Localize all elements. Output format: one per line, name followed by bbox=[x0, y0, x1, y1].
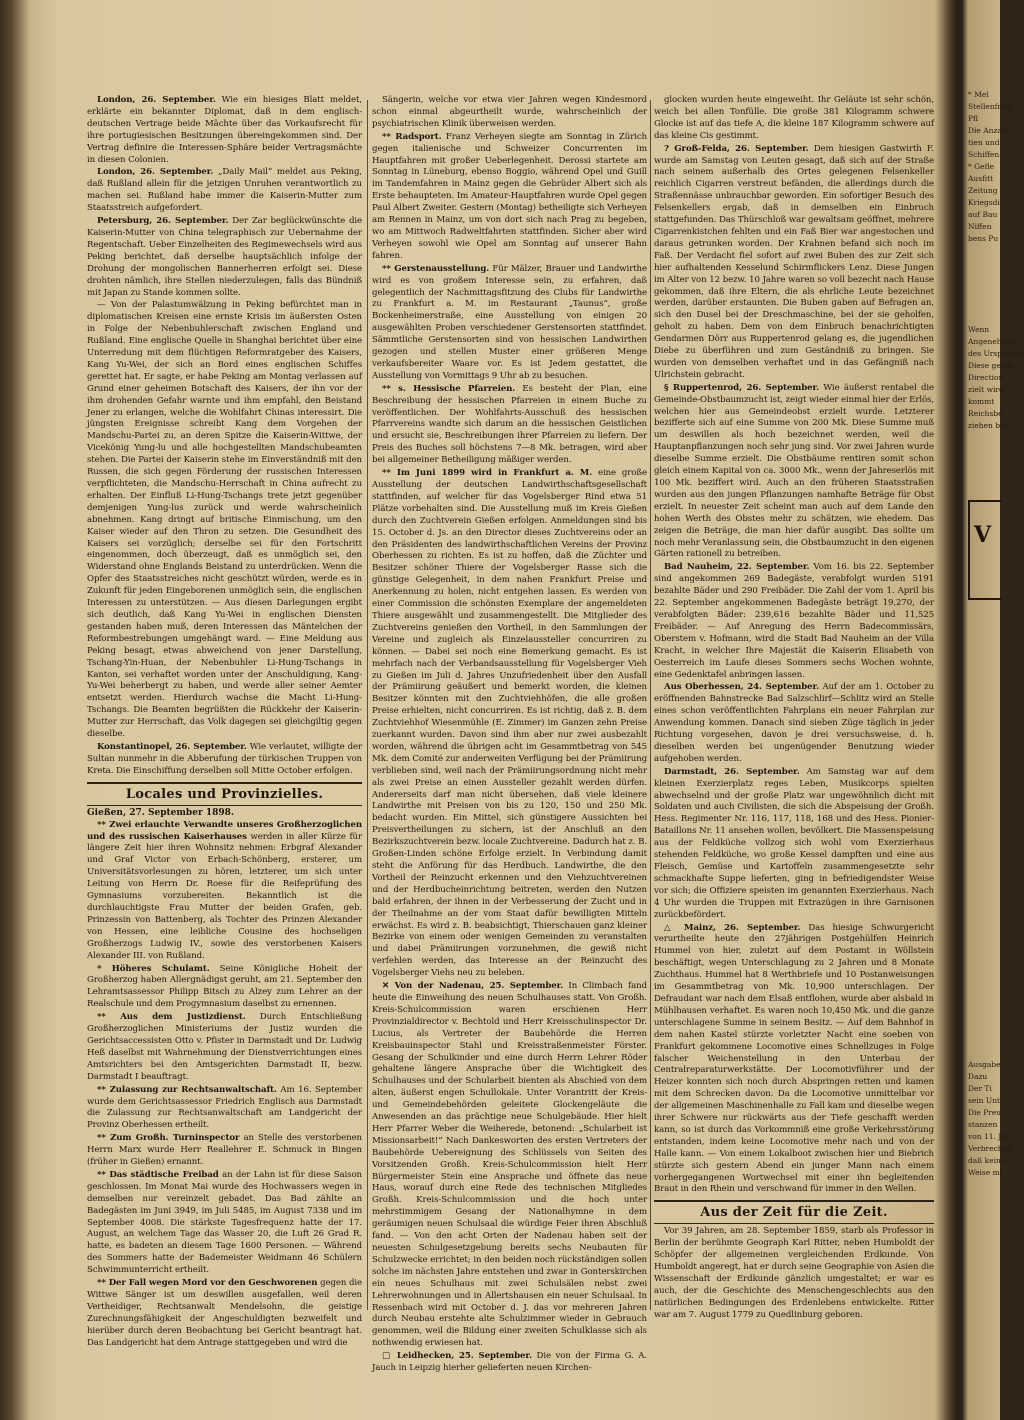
column-rule bbox=[367, 100, 368, 1310]
article-text: Für Mälzer, Brauer und Landwirthe wird es von großem Interesse sein, zu erfahren, daß gelegentlich der Nachmittagsfitzung des Clubs für Landwirthe zu Frankfurt a. M. im Restaurant „Taunus“, große Bockenheimerstraße, eine Ausstellung von einigen 20 ausgewählten Proben verschiedener Gerstensorten stattfindet. Sämmtliche Gerstensorten sind von hessischen Landwirthen gezogen und stellen Muster einer größeren Menge verkaufsbereiter Waare vor. Es ist Jedem gestattet, die Ausstellung von Vormittags 9 Uhr ab zu besuchen. bbox=[372, 263, 647, 381]
strip-text-line: Zeitung bbox=[968, 186, 998, 195]
article-dateline: ✕ Von der Nadenau, 25. September. bbox=[382, 981, 564, 992]
strip-text-line: Wenn bbox=[968, 325, 990, 334]
strip-text-line: daß keine bbox=[968, 1156, 1006, 1165]
article-paragraph bbox=[372, 132, 647, 263]
article-paragraph bbox=[654, 144, 934, 382]
strip-text-line: bens Pu bbox=[968, 234, 999, 243]
strip-text-line: von 11. Jul bbox=[968, 1132, 1009, 1141]
strip-text-line: Schiffen bbox=[968, 150, 1000, 159]
strip-text-line: * Gefle bbox=[968, 162, 995, 171]
article-paragraph bbox=[87, 742, 362, 778]
article-text: Wie äußerst rentabel die Gemeinde-Obstbaumzucht ist, zeigt wieder einmal hier der Erlös, welchen hier aus Gemeindeobst erzielt wurde. Letzterer bezifferte sich auf eine Summe von 200 Mk. Diese Summe muß um deswillen als hoch bezeichnet werden, weil die Hauptanpflanzungen noch sehr jung sind. Vor zwei Jahren wurde dieselbe Summe erzielt. Die Obstbäume rentiren somit schon gleich einem Kapital von ca. 3000 Mk., wenn der Jahreserlös mit 100 Mk. beziffert wird. Auch an den früheren Staatsstraßen wurden aus den jungen Pflanzungen namhafte Beträge für Obst erzielt. In neuester Zeit scheint man auch auf dem Lande den hohen Werth des Obstes mehr zu schätzen, wie ehedem. Das zeigen die Beträge, die man hier dafür ausgibt. Das sollte um noch mehr Veranlassung sein, die Obstbaumzucht in den eigenen Gärten rationell zu betreiben. bbox=[654, 382, 934, 560]
article-dateline: ** s. Hessische Pfarreien. bbox=[382, 383, 516, 394]
article-dateline: ** Das städtische Freibad bbox=[97, 1169, 219, 1180]
article-paragraph bbox=[654, 383, 934, 562]
article-text: Am 16. September wurde dem Gerichtsassessor Friedrich Englisch aus Darmstadt die Zulassung zur Rechtsanwaltschaft am Landgericht der Provinz Oberhessen ertheilt. bbox=[87, 1084, 362, 1131]
article-paragraph bbox=[654, 767, 934, 922]
article-paragraph bbox=[87, 300, 362, 741]
article-paragraph bbox=[87, 167, 362, 215]
article-text: Auf der am 1. October zu eröffnenden Bahnstrecke Bad Salzschlirf—Schlitz wird an Stelle eines schon veröffentlichten Fahrplans ein neuer Fahrplan zur Anwendung kommen. Danach sind sieben Züge täglich in jeder Richtung vorgesehen, davon je drei versuchsweise, d. h. dieselben werden bei ungenügender Benutzung wieder aufgehoben werden. bbox=[654, 682, 934, 764]
strip-text-line: Dazu bbox=[968, 1072, 988, 1081]
article-paragraph bbox=[372, 264, 647, 383]
article-paragraph bbox=[372, 981, 647, 1350]
article-paragraph bbox=[87, 964, 362, 1012]
article-paragraph bbox=[87, 216, 362, 299]
article-text: Das hiesige Schwurgericht verurtheilte heute den 27jährigen Postgehülfen Heinrich Hummel von hier, zuletzt auf dem Postamt in Wöllstein beschäftigt, wegen Unterschlagung zu 2 Jahren und 8 Monate Zuchthaus. Hummel hat 8 Werthbriefe und 10 Postanweisungen im Gesammtbetrag von Mk. 10,900 unterschlagen. Der Defraudant war nach dem Elsaß entflohen, wurde aber alsbald in Mühlhausen verhaftet. Es waren noch 10,450 Mk. und die ganze unterschlagene Summe in seinem Besitz. — Auf dem Bahnhof in dem nahen Kastel stürzte vorletzter Nacht eine soeben von Frankfurt gekommene Locomotive eines Schnellzuges in Folge falscher Weichenstellung in den Unterbau der Centralreparaturwerkstätte. Der Locomotivführer und der Heizer konnten sich noch durch Abspringen retten und kamen mit dem Schrecken davon. Da die Locomotive unmittelbar vor der allgemeinen Maschinenhalle zu Fall kam und dieselbe wegen ihrer Schwere nur rückwärts aus der Tiefe geschafft werden kann, so ist durch das Vorkommniß eine große Verkehrsstörung entstanden, indem keine Locomotive mehr nach und von der Halle kann. — Von einem Lokalboot zwischen hier und Biebrich stürzte sich gestern Abend ein junger Mann nach einem vorhergegangenen Wortwechsel mit einer ihn begleitenden Braut in den Rhein und verschwand für immer in den Wellen. bbox=[654, 922, 935, 1195]
article-paragraph bbox=[87, 1012, 362, 1083]
article-paragraph bbox=[87, 95, 362, 166]
strip-text-line: kommt bbox=[968, 397, 995, 406]
article-text: an Stelle des verstorbenen Herrn Marx wurde Herr Reallehrer E. Schmuck in Bingen (früher in Gießen) ernannt. bbox=[87, 1133, 362, 1168]
article-paragraph bbox=[87, 1278, 362, 1349]
article-dateline: Konstantinopel, 26. September. bbox=[97, 741, 247, 752]
column-3 bbox=[654, 95, 935, 1320]
article-text: Wie ein hiesiges Blatt meldet, erklärte ein bekannter Diplomat, daß in dem englisch-deutschen Vertrage beide Mächte über das Vorkaufsrecht für ihre portugiesischen Besitzungen übereingekommen sind. Der Vertrag definire die Interessen-Sphäre beider Vertragsmächte in diesen Colonien. bbox=[87, 95, 362, 165]
article-dateline: ? Groß-Felda, 26. September. bbox=[664, 143, 809, 154]
article-dateline: ** Zulassung zur Rechtsanwaltschaft. bbox=[97, 1084, 277, 1095]
article-text: — Von der Palastumwälzung in Peking befürchtet man in diplomatischen Kreisen eine ernste Krisis im äußersten Osten in Folge der Nebenbuhlerschaft zwischen England und Rußland. Eine englische Quelle in Shanghai berichtet über eine Unterredung mit dem flüchtigen Reformratgeber des Kaisers, Kang Yu-Wei, der sich an Bord eines englischen Schiffes gerettet hat. Er sagte, er habe Peking am Montag verlassen auf Grund einer geheimen Botschaft des Kaisers, der ihn vor der ihm drohenden Gefahr warnte und ihm empfahl, den Beistand Jener zu erlangen, welche die Wohlfahrt Chinas interessirt. Die jüngsten Ereignisse schreibt Kang dem Vorgehen der Mandschu-Partei zu, an deren Spitze die Kaiserin-Wittwe, der Vicekönig Yung-lu und alle hochgestellten Mandschubeamten stehen. Die Partei der Kaiserin stehe im Einverständniß mit den Russen, die sich gegen Förderung der russischen Interessen verpflichteten, die Mandschu-Herrschaft in China aufrecht zu erhalten. Der Einfluß Li-Hung-Tschangs trete jetzt gegenüber demjenigen Yung-lus zurück und werde wahrscheinlich abnehmen. Kang dringt auf britische Einmischung, um den Kaiser wieder auf den Thron zu setzen. Die Gesundheit des Kaisers sei vorzüglich; derselbe sei für den Fortschritt eingenommen, doch überzeugt, daß es unmöglich sei, den Widerstand ohne Englands Beistand zu unterdrücken. Wenn die Opfer des Staatsstreiches nicht geschützt würden, werde es in Zukunft für jeden Eingeborenen unmöglich sein, die englischen Interessen zu unterstützen. — Aus diesen Darlegungen ergibt sich deutlich, daß Kang Yu-Wei in englischen Diensten gestanden haben muß, deren Interessen das Mäntelchen der Reformbestrebungen umgehängt ward. — Eine Meldung aus Peking besagt, etwas abweichend von jener Darstellung, Tschang-Yin-Huan, der Nebenbuhler Li-Hung-Tschangs in Kanton, sei verhaftet worden unter der Anschuldigung, Kang-Yu-Wei beherbergt zu haben, und werde aller seiner Aemter entsetzt werden. Hierdurch wachse die Macht Li-Hung-Tschangs. Die Beamten begrüßten die Rückkehr der Kaiserin-Mutter zur Herrschaft, das Volk dagegen sei gleichgiltig gegen dieselbe. bbox=[87, 300, 362, 740]
article-paragraph bbox=[654, 923, 934, 1197]
article-paragraph bbox=[654, 562, 934, 681]
article-text: In Climbach fand heute die Einweihung des neuen Schulhauses statt. Von Großh. Kreis-Schulcommission waren erschienen Herr Provinzialdirector v. Bechtold und Herr Kreisschulinspector Dr. Lucius, als Vertreter der Baubehörde die Herren Kreisbauinspector Stahl und Kreisstraßenmeister Förster. Gesang der Schulkinder und eine durch Herrn Lehrer Röder gehaltene längere Ansprache über die Wichtigkeit des Schulhauses und der Schularbeit bienten als Abschied von dem alten, äußerst engen Schullokale. Unter Vorantritt der Kreis- und Gemeindebehörden geleitete Glockengeläute die Anwesenden an das prächtige neue Schulgebäude. Hier hielt Herr Pfarrer Weber die Weiherede, betonend: „Schularbeit ist Missionsarbeit!“ Nach Dankesworten des ersten Vertreters der Baubehörde Uebereignung des Schlüssels von Seiten des Vorsitzenden Großh. Kreis-Schulcommission hielt Herr Bürgermeister Stein eine Ansprache und öffnete das neue Haus, worauf durch eine Rede des technischen Mitgliedes Großh. Kreis-Schulcommission und die hoch unter mehrstimmigem Gesang der Nationalhymne in dem geräumigen neuen Schulsaal die würdige Feier ihren Abschluß fand. — Von den acht Orten der Nadenau haben seit der neuesten Schulgesetzgebung bereits sechs Neubauten für Schulzwecke errichtet; in den beiden noch rückständigen sollen solche im nächsten Jahre entstehen und zwar in Gonterskirchen ein neues Schulhaus mit zwei Schulsälen nebst zwei Lehrerwohnungen und in Allertshausen ein neuer Schulsaal. In Ressenbach wird mit October d. J. das vor mehreren Jahren durch Neubau erstehte alte Schulzimmer wieder in Gebrauch genommen, weil die Bildung einer zweiten Schulklasse sich als nothwendig erwiesen hat. bbox=[372, 981, 647, 1349]
article-dateline: ** Zum Großh. Turninspector bbox=[97, 1133, 240, 1144]
article-dateline: § Ruppertenrod, 26. September. bbox=[664, 382, 820, 393]
article-text: „Daily Mail“ meldet aus Peking, daß Rußland allein für die jetzigen Unruhen verantwortlich zu machen sei. Rußland habe immer die Kaiserin-Mutter zum Staatsstreich aufgefordert. bbox=[87, 167, 362, 214]
section-heading: Locales und Provinzielles. bbox=[87, 782, 362, 806]
article-text: glocken wurden heute eingeweiht. Ihr Geläute ist sehr schön, weich bei allen Tonfülle. Die große 381 Kilogramm schwere Glocke ist auf das tiefe A, die kleine 187 Kilogramm schwere auf das kleine Cis gestimmt. bbox=[654, 95, 934, 141]
article-dateline: Petersburg, 26. September. bbox=[97, 216, 229, 227]
strip-text-line: stanzen bbox=[968, 1120, 998, 1129]
article-paragraph bbox=[372, 95, 647, 131]
article-text: Die von der Firma G. A. Jauch in Leipzig hierher gelieferten neuen Kirchen- bbox=[372, 1351, 648, 1374]
article-text: gegen die Wittwe Sänger ist um deswillen ausgefallen, weil deren Vertheidiger, Rechtsanwalt Mendelsohn, die geistige Zurechnungsfähigkeit der Angeschuldigten bezweifelt und hierüber durch deren Beobachtung bei Gericht beantragt hat. Das Landgericht hat dem Antrage stattgegeben und wird die bbox=[87, 1278, 362, 1348]
strip-text-line: Direction bbox=[968, 373, 1004, 382]
strip-text-line: sein Unt bbox=[968, 1096, 1001, 1105]
column-1 bbox=[87, 95, 363, 1348]
article-paragraph bbox=[654, 682, 934, 765]
article-text: eine große Ausstellung der deutschen Landwirthschaftsgesellschaft stattfinden, auf welcher für das Vogelsberger Rind etwa 51 Plätze vorbehalten sind. Die Ausstellung muß im Kreis Gießen durch den Zuchtverein Gießen erfolgen. Anmeldungen sind bis 15. October d. Js. an den Director dieses Zuchtvereins oder an den Präsidenten des landwirthschaftlichen Vereins der Provinz Oberhessen zu richten. Es ist zu hoffen, daß die Züchter und Besitzer schöner Thiere der Vogelsberger Rasse sich die günstige Gelegenheit, in dem nahen Frankfurt Preise und Anerkennung zu holen, nicht entgehen lassen. Es werden von einer Commission die schönsten Exemplare der angemeldeten Thiere ausgewählt und zusammengestellt. Die Mitglieder des Zuchtvereins genießen den Vortheil, in den Sammlungen der Vereine und zugleich als Einzelaussteller concurriren zu können. — Dabei sei noch eine Bemerkung gemacht. Es ist mehrfach nach der Verbandsausstellung für Vogelsberger Vieh zu Gießen im Juli d. Jahres Unzufriedenheit über den Ausfall der Prämiirung geäußert und bemerkt worden, die kleinen Besitzer könnten mit den Zuchtviehhöfen, die alle großen Preise erhielten, nicht concurriren. Es ist richtig, daß z. B. dem Zuchtviehhof Wiesenmühle (E. Zimmer) im Ganzen zehn Preise zuerkannt wurden. Davon sind ihm aber nur zwei ausbezahlt worden, während die übrigen acht im Gesammtbetrag von 545 Mk. dem Comité zur anderweiten Verfügung bei der Prämiirung verblieben sind, weil nach der Prämiirungsordnung nicht mehr als zwei Preise an einen Aussteller gezahlt werden dürfen. Andererseits darf man nicht übersehen, daß viele kleinere Landwirthe mit Preisen von bis zu 120, 150 und 250 Mk. bedacht wurden. Ein Mittel, sich günstigere Aussichten bei Preisvertheilungen zu sichern, ist der Anschluß an den Bezirkszuchtverein bezw. locale Zuchtvereine. Dadurch hat z. B. Großen-Linden schöne Erfolge erzielt. In Verbindung damit steht die Anförung für das Herdbuch. Landwirthe, die den Vortheil der Reinzucht erkennen und den Viehzuchtvereinen und der Herdbucheinrichtung beitreten, werden den Nutzen bald erfahren, der ihnen in der Verbesserung der Zucht und in der Theilnahme an der vom Staat dafür bewilligten Mitteln erwächst. Es wird z. B. beabsichtigt, Thierschauen ganz kleiner Bezirke von einem oder wenigen Gemeinden zu veranstalten und dabei Prämiirungen vorzunehmen, die gewiß nicht verfehlen werden, das Interesse an der Reinzucht des Vogelsberger Viehs neu zu beleben. bbox=[372, 468, 648, 979]
strip-text-line: Der Ti bbox=[968, 1084, 992, 1093]
article-dateline: ** Radsport. bbox=[382, 131, 442, 142]
article-paragraph bbox=[87, 820, 362, 963]
article-dateline: □ Leidhecken, 25. September. bbox=[382, 1351, 532, 1362]
strip-text-line: auf Bau bbox=[968, 210, 998, 219]
strip-text-line: zielt wird bbox=[968, 385, 1004, 394]
strip-text-line: Reichsbe bbox=[968, 409, 1003, 418]
article-dateline: London, 26. September. bbox=[97, 167, 214, 178]
article-text: Wie verlautet, willigte der Sultan nunmehr in die Abberufung der türkischen Truppen von Kreta. Die Einschiffung derselben soll Mitte October erfolgen. bbox=[87, 741, 363, 776]
section-heading: Aus der Zeit für die Zeit. bbox=[654, 1200, 934, 1224]
article-paragraph bbox=[372, 468, 647, 980]
strip-text-line: Angenehmes bbox=[968, 337, 1017, 346]
article-paragraph bbox=[654, 1226, 934, 1321]
strip-text-line: Weise mi bbox=[968, 1168, 1003, 1177]
strip-text-line: Die Preu bbox=[968, 1108, 1002, 1117]
article-text: an der Lahn ist für diese Saison geschlossen. Im Monat Mai wurde des Hochwassers wegen in demselben nur vereinzelt gebadet. Das Bad zählte an Badegästen im Juni 3949, im Juli 5485, im August 7338 und im September 4008. Die stärkste Tagesfrequenz hatte der 17. August, an welchem Tage das Wasser 20, die Luft 26 Grad R. hatte, es badeten an diesem Tage 1600 Personen. — Während des Sommers hatte der Bademeister Weidmann 46 Schülern Schwimmunterricht ertheilt. bbox=[87, 1169, 362, 1276]
article-paragraph bbox=[654, 95, 934, 143]
article-text: Durch Entschließung Großherzoglichen Ministeriums der Justiz wurden die Gerichtsaccessisten Otto v. Pfister in Darmstadt und Dr. Ludwig Heß daselbst mit Wahrnehmung der Dienstverrichtungen eines Amtsrichters bei den Amtsgerichten Darmstadt II, bezw. Darmstadt I beauftragt. bbox=[87, 1012, 362, 1082]
article-text: werden in aller Kürze für längere Zeit hier ihren Wohnsitz nehmen: Erbgraf Alexander und Graf Victor von Erbach-Schönberg, ersterer, um Universitätsvorlesungen zu hören, letzterer, um sich unter Leitung von Herrn Dr. Roese für die Reifeprüfung des Gymnasiums vorzubereiten. Bekanntlich ist die durchlauchtigste Frau Mutter der beiden Grafen, geb. Prinzessin von Battenberg, als Tochter des Prinzen Alexander von Hessen, eine leibliche Cousine des hochseligen Großherzogs Ludwig IV., sowie des verstorbenen Kaisers Alexander III. von Rußland. bbox=[87, 831, 362, 961]
article-paragraph bbox=[87, 1133, 362, 1169]
article-dateline: Darmstadt, 26. September. bbox=[664, 766, 800, 777]
article-dateline: ** Gerstenausstellung. bbox=[382, 263, 490, 274]
article-dateline: Bad Nauheim, 22. September. bbox=[664, 562, 810, 573]
strip-text-block bbox=[968, 1060, 1012, 1180]
article-text: Es besteht der Plan, eine Beschreibung der hessischen Pfarreien in einem Buche zu veröffentlichen. Der Wohlfahrts-Ausschuß des hessischen Pfarrvereins wandte sich darum an die hessischen Geistlichen und ersucht sie, Beschreibungen ihrer Pfarreien zu liefern. Der Preis des Buches soll höchstens 7—8 Mk. betragen, wird aber bei allgemeiner Betheiligung mäßiger werden. bbox=[372, 383, 647, 466]
column-rule bbox=[650, 100, 651, 1310]
section-dateline: Gießen, 27. September 1898. bbox=[87, 807, 234, 818]
newspaper-page bbox=[32, 60, 942, 1374]
strip-text-line: ziehen ber bbox=[968, 421, 1009, 430]
strip-text-line: Diese gesch bbox=[968, 361, 1014, 370]
strip-text-line: Ausgabe bbox=[968, 1060, 1001, 1069]
article-dateline: Aus Oberhessen, 24. September. bbox=[664, 682, 820, 693]
strip-text-line: * Mel bbox=[968, 90, 989, 99]
strip-text-block bbox=[968, 90, 1012, 246]
strip-text-line: des Ursprungs bbox=[968, 349, 1024, 358]
article-paragraph bbox=[372, 1351, 647, 1375]
article-paragraph bbox=[87, 1170, 362, 1277]
adjacent-page-strip bbox=[964, 60, 1024, 1360]
article-dateline: ** Zwei erlauchte Verwandte unseres Großherzoglichen und des russischen Kaiserhauses bbox=[87, 819, 362, 842]
article-paragraph bbox=[87, 1085, 362, 1133]
article-text: Sängerin, welche vor etwa vier Jahren wegen Kindesmord schon einmal abgeurtheilt wurde, wahrscheinlich der psychiatrischen Klinik überweisen werden. bbox=[372, 95, 647, 129]
strip-ad-box bbox=[968, 500, 1002, 600]
strip-text-line: Verbrechen bbox=[968, 1144, 1012, 1153]
strip-text-line: Stellenfreie bbox=[968, 102, 1013, 111]
article-text: Franz Verheyen siegte am Sonntag in Zürich gegen italienische und Schweizer Concurrenten im Hauptfahren mit großer Ueberlegenheit. Derossi startete am Sonntag in Lüneburg, ebenso Boggio, während Opel und Guill im Tandemfahren in Mainz gegen die Gebrüder Albert sich als Erste behaupteten. Im Amateur-Hauptfahren wurde Opel gegen Paul Albert Zweiter. Gestern (Montag) betheiligte sich Verheyen am Rennen in Mainz, um von dort sich nach Prag zu begeben, wo am Mittwoch Radweltfahrten stattfinden. Sicher aber wird Verheyen sowohl wie Opel am Sonntag auf unserer Bahn fahren. bbox=[372, 131, 647, 261]
article-text: Der Zar beglückwünschte die Kaiserin-Mutter von China telegraphisch zur Uebernahme der Regentschaft. Ueber Einzelheiten des Regimewechsels wird aus Peking berichtet, daß derselbe hauptsächlich infolge der Drohung der mongolischen Bannerherren erfolgt sei. Diese drohten nämlich, ihre Stellen niederzulegen, falls das Bündniß mit Japan zu Stande kommen sollte. bbox=[87, 216, 362, 298]
article-dateline: * Höheres Schulamt. bbox=[97, 963, 210, 974]
strip-text-line: Pfl bbox=[968, 114, 979, 123]
article-paragraph bbox=[372, 384, 647, 467]
strip-text-line: tien und bbox=[968, 138, 1000, 147]
strip-ad-letter: V bbox=[974, 522, 992, 548]
strip-text-block bbox=[968, 325, 1024, 433]
strip-text-line: Die Anzahl bbox=[968, 126, 1010, 135]
article-text: Vor 39 Jahren, am 28. September 1859, starb als Professor in Berlin der berühmte Geograph Karl Ritter, neben Humboldt der Schöpfer der allgemeinen vergleichenden Erdkunde. Von Humboldt angeregt, hat er durch seine Geographie von Asien die Wissenschaft der Erdkunde gänzlich umgestaltet; er war es auch, der die Geschichte des Menschengeschlechts aus den natürlichen Bedingungen des Erdenlebens entwickelte. Ritter war am 7. August 1779 zu Quedlinburg geboren. bbox=[654, 1226, 934, 1320]
strip-text-line: Ausfitt bbox=[968, 174, 994, 183]
column-2 bbox=[372, 95, 648, 1374]
strip-text-line: Kriegsdi bbox=[968, 198, 1000, 207]
article-dateline: London, 26. September. bbox=[97, 95, 216, 105]
article-text: Seine Königliche Hoheit der Großherzog haben Allergnädigst geruht, am 21. September den Lehramtsassessor Philipp Bitsch zu Alzey zum Lehrer an der Realschule und dem Progymnasium daselbst zu ernennen. bbox=[87, 963, 362, 1010]
article-text: Am Samstag war auf dem kleinen Exerzierplatz reges Leben, Musikcorps spielten abwechselnd und der große Platz war ungewöhnlich dicht mit Soldaten und auch Civilisten, die sich die Abspeisung der Großh. Hess. Regimenter Nr. 116, 117, 118, 168 und des Hess. Pionier-Bataillons Nr. 11 ansehen wollen, bevölkert. Die Massenspeisung aus der Feldküche vollzog sich wohl vom Exerzierhaus stehenden Feldküche, wo große Kessel dampften und eine aus Fleisch, Gemüse und Kartoffeln zusammengesetzte sehr schmackhafte Suppe lieferten, ging in befriedigendster Weise vor sich; die Offiziere speisten im genannten Exerzierhaus. Nach 4 Uhr wurden die Truppen mit Extrazügen in ihre Garnisonen zurückbefördert. bbox=[654, 766, 934, 920]
article-dateline: ** Im Juni 1899 wird in Frankfurt a. M. bbox=[382, 468, 593, 479]
article-dateline: ** Aus dem Justizdienst. bbox=[97, 1012, 246, 1023]
article-dateline: △ Mainz, 26. September. bbox=[664, 922, 801, 933]
article-dateline: ** Der Fall wegen Mord vor den Geschworenen bbox=[97, 1278, 318, 1289]
article-text: Dem hiesigen Gastwirth F. wurde am Samstag von Leuten gesagt, daß sich auf der Straße nach seinem außerhalb des Ortes gelegenen Felsenkeller reichlich Cigarren verstreut befänden, die allerdings durch die Straßennässe unbrauchbar geworden. Ein sofortiger Besuch des Felsenkellers ergab, daß in demselben ein Einbruch stattgefunden. Das Thürschloß war gewaltsam geöffnet, mehrere Cigarrenkistchen fehlten und ein Faß Bier war angestochen und daraus getrunken worden. Der Krahnen befand sich noch im Faß. Der Verdacht fiel sofort auf zwei Buben des zur Zeit sich hier aufhaltenden Kesselund Schirmflickers Lenz. Diese Jungen im Alter von 12 bezw. 10 Jahre waren so voll bezecht nach Hause gekommen, daß ihre Eltern, die als ehrliche Leute bezeichnet werden, darüber erstaunten. Die Buben gaben auf Befragen an, sich den Dusel bei der Dreschmaschine, bei der sie geholfen, geholt zu haben. Dem von dem Einbruch benachrichtigten Gendarmen Dörr aus Ruppertenrod gelang es, die jugendlichen Diebe zu überführen und zum Geständniß zu bringen. Sie wurden von demselben verhaftet und in das Gefängniß nach Ulrichstein gebracht. bbox=[654, 143, 934, 380]
article-text: Vom 16. bis 22. September sind angekommen 269 Badegäste, verabfolgt wurden 5191 bezahlte Bäder und 290 Freibäder. Die Zahl der vom 1. April bis 22. September angekommenen Badegäste beträgt 19,270, der verabfolgten Bäder: 239,616 bezahlte Bäder und 11,525 Freibäder. — Auf Anregung des Herrn Badecommissärs, Oberstem v. Hofmann, wird die Stadt Bad Nauheim an der Villa Kracht, in welcher Ihre Majestät die Kaiserin Elisabeth von Oesterreich im Laufe dieses Sommers sechs Wochen wohnte, eine Gedenktafel anbringen lassen. bbox=[654, 562, 934, 680]
strip-text-line: Niffen bbox=[968, 222, 992, 231]
